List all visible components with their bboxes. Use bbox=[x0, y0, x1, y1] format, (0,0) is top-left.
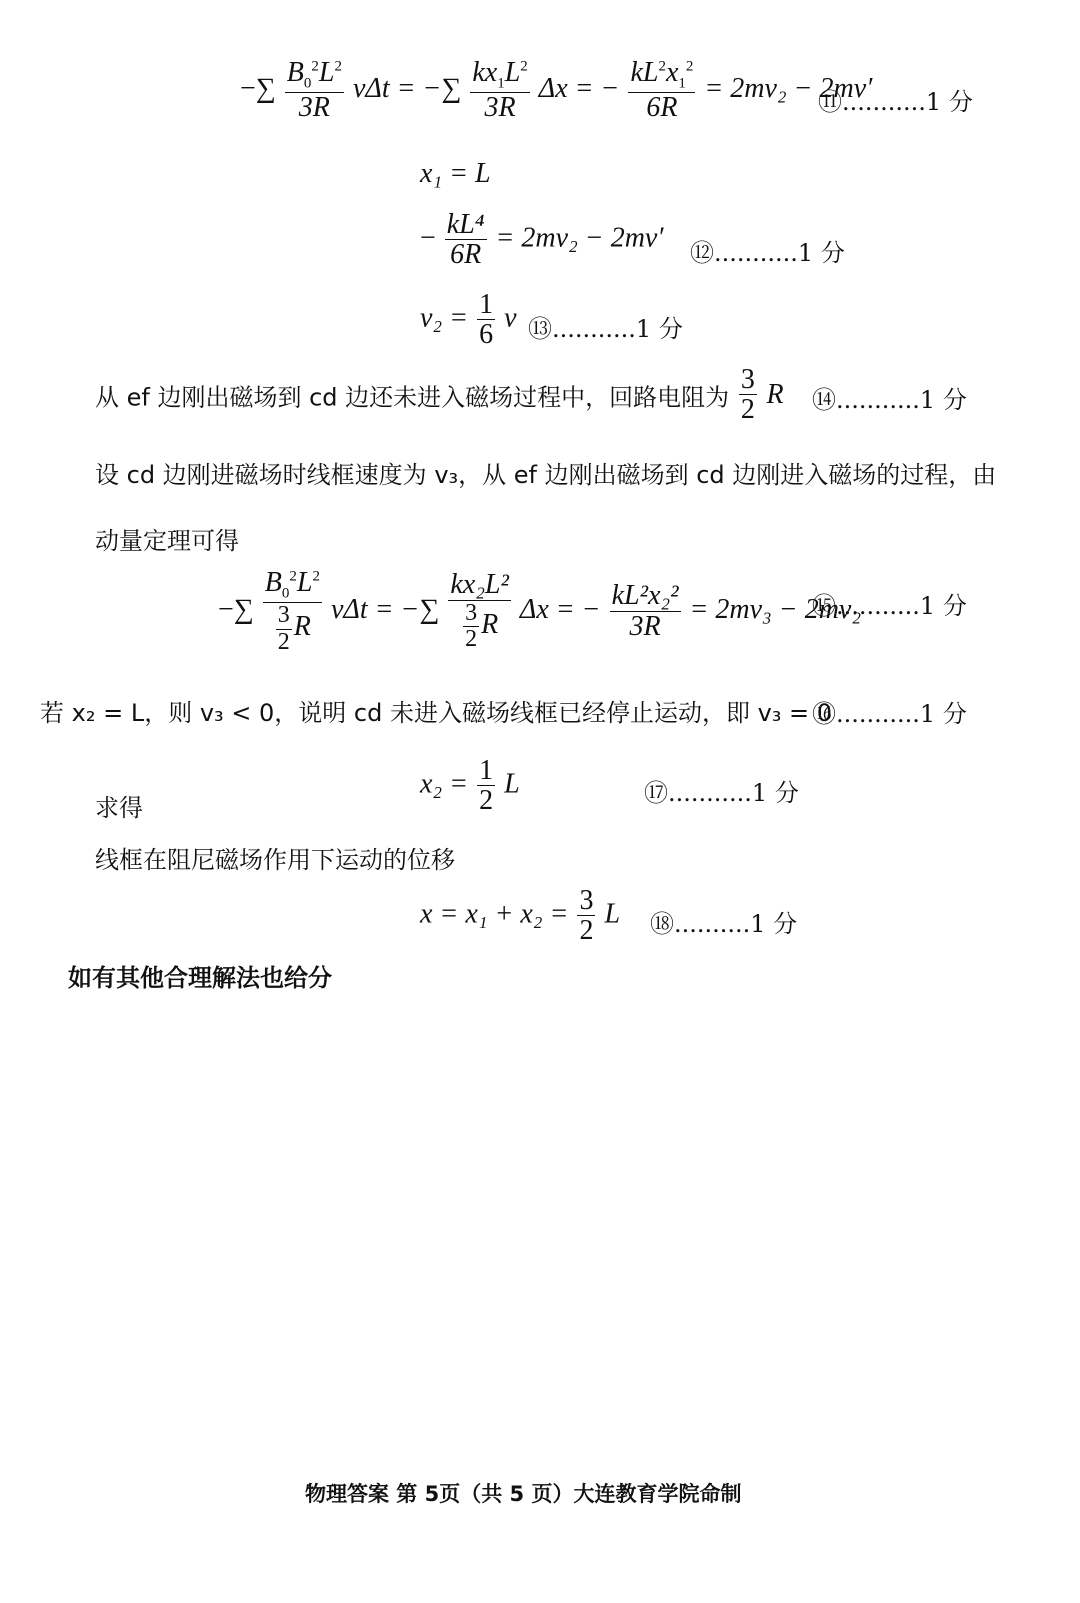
score-15: ⑮...........1 分 bbox=[812, 592, 967, 620]
score-12: ⑫...........1 分 bbox=[690, 239, 845, 267]
eq18-lhs: x = x₁ + x₂ = bbox=[420, 898, 569, 930]
eq17-l: L bbox=[504, 768, 520, 800]
eq18-l: L bbox=[604, 898, 621, 930]
label-qiude: 求得 bbox=[95, 794, 143, 822]
eq15-mid: vΔt = −∑ bbox=[330, 593, 440, 625]
paragraph-15a: 设 cd 边刚进磁场时线框速度为 v₃，从 ef 边刚出磁场到 cd 边刚进入磁场的过程，由 bbox=[95, 461, 997, 489]
fraction-kx1l2-3r: $\frac{kx_1L^2}{3R}$ bbox=[472, 57, 528, 124]
paragraph-14-text: 从 ef 边刚出磁场到 cd 边还未进入磁场过程中，回路电阻为 bbox=[95, 383, 730, 412]
eq11-rhs: = 2mv₂ − 2mv′ bbox=[704, 72, 873, 104]
paragraph-18: 线框在阻尼磁场作用下运动的位移 bbox=[95, 846, 455, 874]
score-17: ⑰...........1 分 bbox=[644, 779, 799, 807]
equation-18 bbox=[420, 886, 620, 946]
eq11-dx: Δx = − bbox=[538, 72, 620, 104]
fraction-1-6: $\frac{1}{6}$ bbox=[479, 289, 494, 351]
fraction-kl4-6r: $\frac{\text{kL⁴}}{6R}$ bbox=[446, 209, 485, 271]
fraction-3-2: $\frac{3}{2}$ bbox=[740, 364, 755, 426]
sum-sign: −∑ bbox=[240, 72, 276, 104]
resistance-r: R bbox=[766, 378, 784, 410]
paragraph-14 bbox=[95, 365, 784, 425]
eq13-lhs: v₂ = bbox=[420, 302, 469, 334]
equation-15 bbox=[218, 568, 861, 655]
fraction-kl2x2-3r: $\frac{\text{kL²x₂²}}{3R}$ bbox=[611, 580, 679, 642]
fraction-3-2-b: $\frac{3}{2}$ bbox=[579, 885, 594, 947]
eq15-dx: Δx = − bbox=[519, 593, 601, 625]
equation-x1: x₁ = L bbox=[420, 158, 491, 189]
score-13: ⑬...........1 分 bbox=[528, 315, 683, 343]
paragraph-15b: 动量定理可得 bbox=[95, 527, 239, 555]
equation-13 bbox=[420, 290, 517, 350]
equation-11 bbox=[240, 58, 872, 123]
fraction-kl2x1-6r: $\frac{kL^2x_1^2}{6R}$ bbox=[630, 57, 694, 124]
score-16: ⑯...........1 分 bbox=[812, 700, 967, 728]
score-14: ⑭...........1 分 bbox=[812, 386, 967, 414]
eq13-v: v bbox=[504, 302, 517, 334]
eq15-rhs: = 2mv₃ − 2mv₂ bbox=[689, 593, 862, 625]
fraction-b0l2-3r: $\frac{B_0^2L^2}{3R}$ bbox=[286, 57, 342, 124]
paragraph-16: 若 x₂ = L，则 v₃ < 0，说明 cd 未进入磁场线框已经停止运动，即 v₃ = 0 bbox=[40, 699, 833, 727]
score-18: ⑱..........1 分 bbox=[650, 910, 798, 938]
page-footer: 物理答案 第 5页（共 5 页）大连教育学院命制 bbox=[305, 1482, 742, 1506]
equation-12: − $\frac{\text{kL⁴}}{6R}$ = 2mv₂ − 2mv′ bbox=[420, 209, 664, 271]
fraction-1-2: $\frac{1}{2}$ bbox=[479, 755, 494, 817]
eq17-lhs: x₂ = bbox=[420, 768, 469, 800]
eq12-rhs: = 2mv₂ − 2mv′ bbox=[495, 222, 664, 254]
eq11-mid: vΔt = −∑ bbox=[352, 72, 462, 104]
fraction-b0l2-3r2: $B_0^2L^2$ $\frac{3}{2}$ R bbox=[264, 567, 320, 655]
fraction-kx2l2-3r2: kx₂L² $\frac{3}{2}$ R bbox=[450, 569, 509, 653]
note-other-solutions: 如有其他合理解法也给分 bbox=[68, 964, 332, 992]
score-11: ⑪...........1 分 bbox=[818, 88, 973, 116]
equation-17 bbox=[420, 756, 520, 816]
sum-sign-15: −∑ bbox=[218, 593, 254, 625]
